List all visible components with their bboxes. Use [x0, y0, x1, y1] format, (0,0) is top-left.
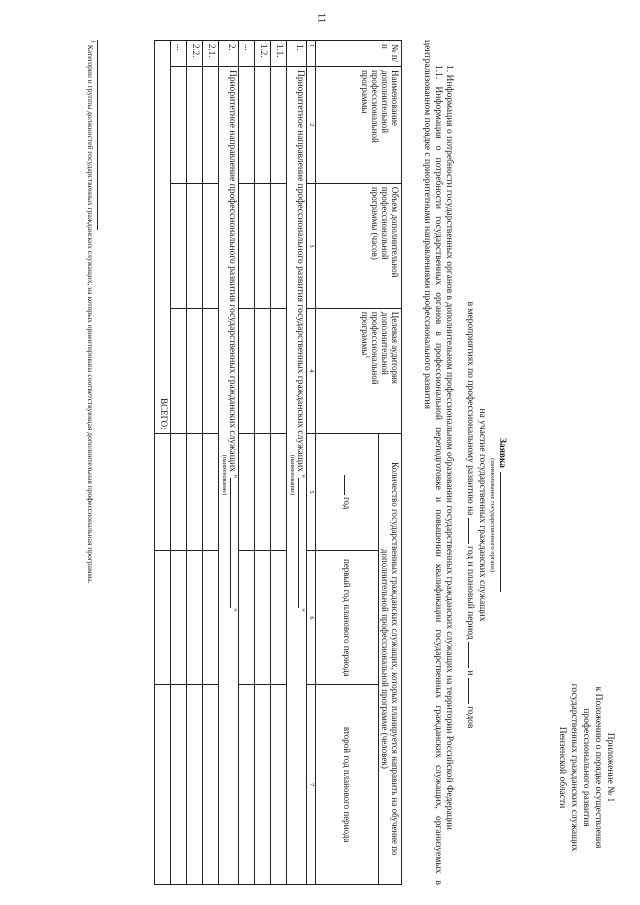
title-text: годов: [465, 706, 475, 729]
header-number: № п/п: [316, 41, 402, 67]
column-number: 2: [307, 66, 316, 183]
total-label: ВСЕГО:: [155, 41, 171, 434]
row-number: 2.1.: [203, 41, 219, 67]
priority-text: Приоритетное направление профессионального развития государственных гражданских служащих ": [227, 69, 237, 479]
header-text: Целевая аудитория дополнительной профессиональной программы: [360, 311, 400, 385]
priority-name-blank: [298, 478, 299, 608]
annex-header: [556, 660, 616, 875]
header-year: [316, 433, 379, 551]
header-program-volume: Объем дополнительной профессиональной программы (часов): [316, 183, 402, 308]
title-line: [496, 165, 508, 865]
row-number: ...: [239, 41, 255, 67]
column-numbers-row: [307, 41, 316, 885]
page-number: 11: [315, 12, 328, 24]
header-first-planned-year: первый год планового периода: [316, 551, 379, 685]
priority-name-blank: [230, 478, 231, 608]
priority-row-2: [219, 41, 239, 885]
name-caption: (наименование): [221, 454, 227, 496]
column-number: 3: [307, 183, 316, 308]
column-number: 1: [307, 41, 316, 67]
quote-mark: ": [295, 608, 305, 613]
table-row: [203, 41, 219, 885]
needs-table: [154, 40, 402, 885]
header-second-planned-year: второй год планового периода: [316, 685, 379, 885]
year-blank: [468, 678, 469, 704]
annex-line: Пензенской области: [557, 726, 567, 809]
annex-line: Приложение № 1: [605, 732, 615, 803]
row-number: 2.: [219, 41, 239, 67]
title-text: и: [465, 670, 475, 676]
table-row: [255, 41, 271, 885]
title-line3: [464, 165, 476, 865]
column-number: 6: [307, 551, 316, 685]
total-row: [155, 41, 171, 885]
footnote-ref: 1: [364, 355, 370, 359]
footnote-mark: 1: [89, 40, 96, 43]
organ-blank: [500, 472, 501, 592]
footnote: [86, 40, 95, 885]
table-row: [187, 41, 203, 885]
year-blank: [468, 642, 469, 668]
quote-mark: ": [227, 608, 237, 613]
header-row: [379, 41, 402, 885]
title-block: [464, 165, 508, 865]
title-text: в мероприятиях по профессиональному развитию на: [465, 301, 475, 516]
priority-text: Приоритетное направление профессионального развития государственных гражданских служащих ": [295, 69, 305, 479]
sections-text: [421, 40, 454, 885]
year-blank: [468, 518, 469, 544]
title-line2: на участие государственных гражданских служащих: [477, 408, 487, 622]
column-number: 5: [307, 433, 316, 551]
zayavka-title: Заявка: [497, 437, 507, 469]
annex-line: к Положению о порядке осуществления: [593, 686, 603, 849]
priority-direction-1: [287, 66, 307, 884]
priority-direction-2: [219, 66, 239, 884]
section-1: 1. Информация о потребности государственных органов в дополнительном профессиональном образовании государственных гражданских служащих на территории Российской Федерации: [444, 65, 454, 830]
row-number: 1.2.: [255, 41, 271, 67]
priority-row-1: [287, 41, 307, 885]
footnote-text: Категории и группы должностей государственных гражданских служащих, на которых ориентирована соответствующая дополнительная профессиональная программа.: [86, 44, 95, 584]
row-number: ...: [171, 41, 187, 67]
header-program-name: Наименование дополнительной профессиональной программы: [316, 66, 402, 183]
table-row: [271, 41, 287, 885]
organ-caption: (наименование государственного органа): [489, 458, 496, 572]
title-text: год и плановый период: [465, 546, 475, 640]
column-number: 4: [307, 308, 316, 433]
row-number: 1.: [287, 41, 307, 67]
row-number: 1.1.: [271, 41, 287, 67]
header-text: год: [342, 497, 352, 510]
table-row: [171, 41, 187, 885]
name-caption: (наименование): [289, 454, 295, 496]
column-number: 7: [307, 685, 316, 885]
annex-line: государственных гражданских служащих: [569, 683, 579, 852]
header-target-audience: [316, 308, 402, 433]
table-row: [239, 41, 255, 885]
annex-line: профессионального развития: [581, 708, 591, 827]
footnote-divider: [97, 40, 98, 230]
year-blank: [344, 475, 345, 495]
header-count-group: Количество государственных гражданских служащих, которых планируется направить на обучение по дополнительной профессиональной программе (человек): [379, 433, 402, 884]
section-1-1: 1.1. Информация о потребности государственных органов в профессиональной переподготовке и повышении квалификации государственных гражданских служащих, организуемых в централизованном порядке с приоритетными направлениями профессионального развития: [422, 40, 443, 885]
row-number: 2.2.: [187, 41, 203, 67]
